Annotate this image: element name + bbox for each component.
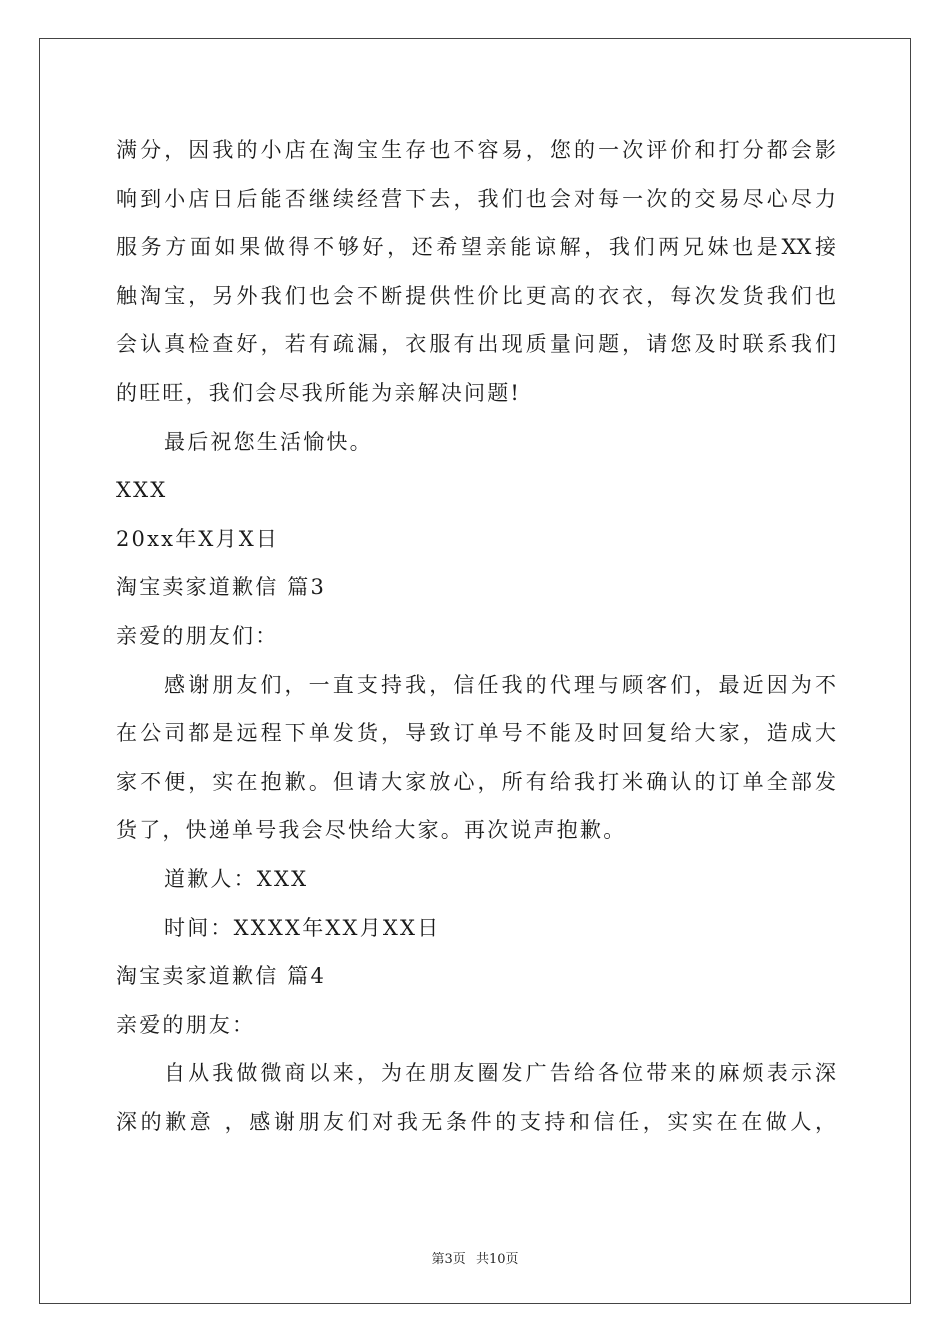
paragraph-line: 服务方面如果做得不够好，还希望亲能谅解，我们两兄妹也是XX接	[116, 235, 836, 260]
apologizer-line: 道歉人：XXX	[164, 866, 309, 891]
paragraph-line: 会认真检查好，若有疏漏，衣服有出现质量问题，请您及时联系我们	[116, 332, 836, 357]
paragraph-line: 响到小店日后能否继续经营下去，我们也会对每一次的交易尽心尽力	[116, 186, 836, 211]
salutation: 亲爱的朋友们：	[116, 623, 279, 648]
paragraph-line: 触淘宝，另外我们也会不断提供性价比更高的衣衣，每次发货我们也	[116, 283, 836, 308]
salutation: 亲爱的朋友：	[116, 1012, 256, 1037]
time-line: 时间：XXXX年XX月XX日	[164, 915, 441, 940]
section-heading: 淘宝卖家道歉信 篇4	[116, 964, 327, 989]
signature: XXX	[116, 478, 168, 503]
paragraph-line: 货了，快递单号我会尽快给大家。再次说声抱歉。	[116, 818, 627, 843]
page-total: 共10页	[475, 1252, 519, 1267]
document-body	[116, 126, 836, 1146]
page-footer	[0, 1248, 950, 1267]
paragraph-line: 在公司都是远程下单发货，导致订单号不能及时回复给大家，造成大	[116, 721, 836, 746]
section-heading: 淘宝卖家道歉信 篇3	[116, 575, 327, 600]
paragraph-line: 家不便，实在抱歉。但请大家放心，所有给我打米确认的订单全部发	[116, 769, 836, 794]
paragraph-line: 满分，因我的小店在淘宝生存也不容易，您的一次评价和打分都会影	[116, 138, 836, 162]
page-number: 第3页	[431, 1252, 466, 1267]
paragraph-line: 自从我做微商以来，为在朋友圈发广告给各位带来的麻烦表示深	[164, 1061, 836, 1086]
paragraph-line: 感谢朋友们，一直支持我，信任我的代理与顾客们，最近因为不	[164, 672, 836, 697]
paragraph-line: 的旺旺，我们会尽我所能为亲解决问题!	[116, 380, 522, 405]
closing-wish: 最后祝您生活愉快。	[164, 429, 373, 454]
date-line: 20xx年X月X日	[116, 526, 280, 551]
paragraph-line: 深的歉意 ，感谢朋友们对我无条件的支持和信任，实实在在做人，	[116, 1109, 836, 1134]
